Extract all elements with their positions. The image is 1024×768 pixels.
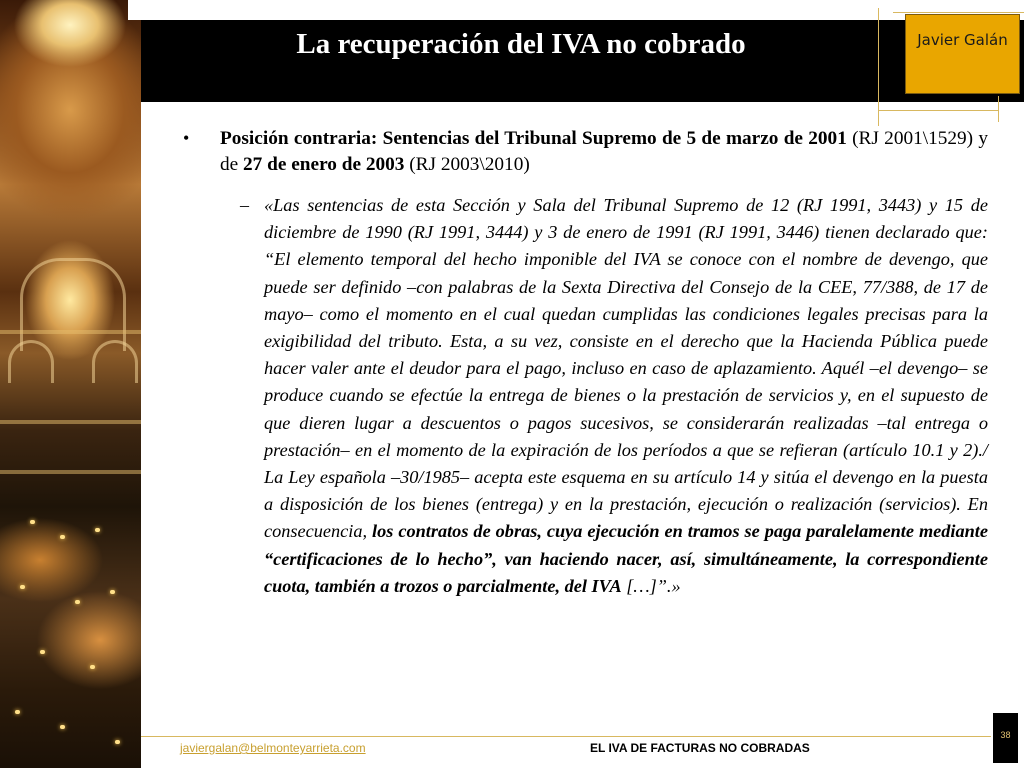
arch-decoration: [92, 340, 138, 383]
reading-lamp: [60, 535, 65, 539]
point-reference: (RJ 2003\2010): [404, 154, 530, 175]
main-point: [220, 126, 988, 178]
logo-text: Javier Galán: [917, 31, 1008, 49]
slide-title: La recuperación del IVA no cobrado: [296, 28, 746, 60]
gold-vertical-line: [878, 8, 879, 126]
page-number: 38: [1000, 730, 1011, 740]
arch-decoration: [8, 340, 54, 383]
logo: [905, 14, 1020, 94]
quote-text: «Las sentencias de esta Sección y Sala del Tribunal Supremo de 12 (RJ 1991, 3443) y 15 de diciembre de 1990 (RJ 1991, 3444) y 3 de enero de 1991 (RJ 1991, 3446) tienen declarado que: “El elemento temporal del hecho imponible del IVA se conoce con el nombre de devengo, que puede ser definido –con palabras de la Sexta Directiva del Consejo de la CEE, 77/388, de 17 de mayo– como el momento en el cual quedan cumplidas las condiciones legales precisas para la exigibilidad del tributo. Esta, a su vez, consiste en el derecho que la Hacienda Pública puede hacer valer ante el deudor para el pago, incluso en caso de aplazamiento. Aquél –el devengo– se produce cuando se efectúe la entrega de bienes o la prestación de servicios y, en el supuesto de que dieren lugar a descuentos o pagos sucesivos, se considerarán realizadas –tal entrega o prestación– en el momento de la expiración de los períodos a que se refieran (artículo 10.1 y 2)./ La Ley española –30/1985– acepta este esquema en su artículo 14 y sitúa el devengo en la puesta a disposición de los bienes (entrega) y en la prestación, ejecución o realización (servicios). En consecuencia,: [264, 195, 988, 542]
reading-lamp: [20, 585, 25, 589]
reading-lamp: [40, 650, 45, 654]
gold-horizontal-line: [878, 110, 998, 111]
reading-lamp: [95, 528, 100, 532]
reading-lamp: [115, 740, 120, 744]
email-link[interactable]: javiergalan@belmonteyarrieta.com: [180, 741, 366, 755]
quote-emphasis: los contratos de obras, cuya ejecución en tramos se paga paralelamente mediante “certificaciones de lo hecho”, van haciendo nacer, así, simultáneamente, la correspondiente cuota, también a trozos o parcialmente, del IVA: [264, 521, 988, 596]
point-bold-text: Posición contraria: Sentencias del Tribunal Supremo de 5 de marzo de 2001: [220, 128, 847, 149]
reading-lamp: [60, 725, 65, 729]
gallery-rail: [0, 420, 141, 424]
quote-ending: […]”.»: [621, 575, 681, 596]
dash-icon: –: [240, 195, 249, 215]
photo-top-gap: [128, 0, 141, 20]
reading-lamp: [90, 665, 95, 669]
gold-vertical-line: [998, 96, 999, 122]
footer-title: EL IVA DE FACTURAS NO COBRADAS: [590, 741, 810, 755]
page-number-box: [993, 713, 1018, 763]
library-dome-photo: [0, 0, 141, 768]
gallery-rail: [0, 330, 141, 334]
reading-lamp: [15, 710, 20, 714]
gallery-rail: [0, 470, 141, 474]
gold-horizontal-line: [893, 12, 1024, 13]
reading-lamp: [75, 600, 80, 604]
court-quote: [264, 192, 988, 600]
reading-lamp: [110, 590, 115, 594]
point-bold-date: 27 de enero de 2003: [243, 154, 405, 175]
arch-decoration: [20, 258, 126, 351]
point-text: (RJ 2001\1529) y de: [220, 128, 989, 175]
reading-lamp: [30, 520, 35, 524]
bullet-icon: •: [183, 128, 190, 148]
footer-divider: [141, 736, 991, 737]
